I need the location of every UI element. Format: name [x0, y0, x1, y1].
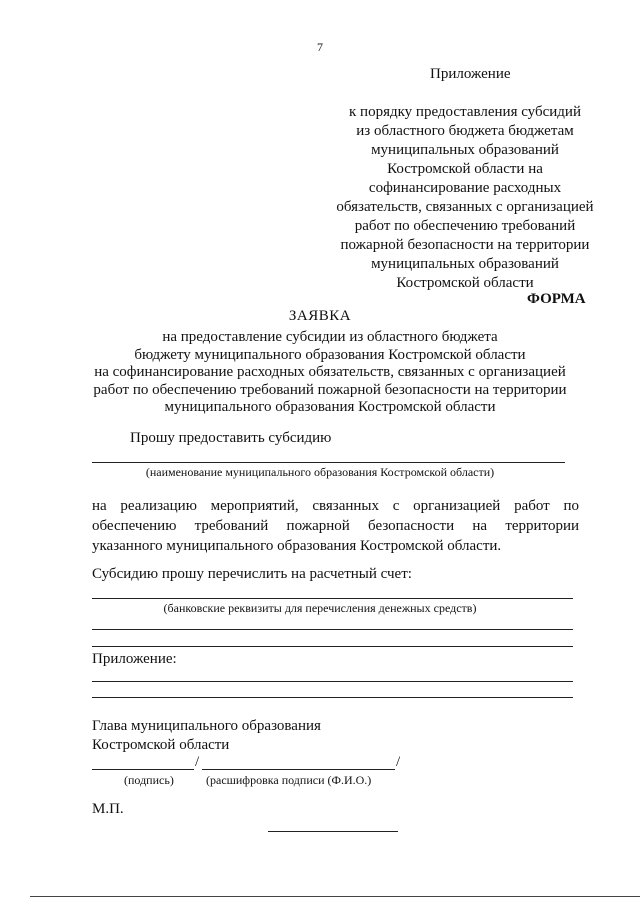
page-number: 7: [317, 40, 323, 54]
end-separator-line: [268, 831, 398, 832]
appendix-body: [330, 103, 600, 293]
appendix-line: софинансирование расходных: [368, 180, 562, 196]
signature-caption: (подпись): [124, 773, 174, 787]
bank-caption: (банковские реквизиты для перечисления денежных средств): [163, 601, 477, 615]
bank-field-line-2[interactable]: [92, 629, 573, 630]
appendix-line: работ по обеспечению требований: [354, 218, 576, 234]
attachment-label: Приложение:: [92, 651, 177, 667]
name-caption: (расшифровка подписи (Ф.И.О.): [206, 773, 372, 787]
appendix-line: муниципальных образований: [371, 142, 559, 158]
name-field-line[interactable]: [202, 769, 395, 770]
appendix-line: обязательств, связанных с организацией: [336, 199, 594, 215]
municipality-field-line[interactable]: [92, 462, 565, 463]
purpose-paragraph: [92, 496, 579, 556]
stamp-placeholder: М.П.: [92, 801, 124, 817]
purpose-line: обеспечению требований пожарной безопасности на территории: [92, 518, 579, 534]
appendix-title: Приложение: [430, 66, 511, 82]
appendix-line: Костромской области на: [387, 161, 543, 177]
bank-field-line-3[interactable]: [92, 646, 573, 647]
bank-field-line[interactable]: [92, 598, 573, 599]
signature-slash-right: /: [396, 754, 401, 770]
request-text: Прошу предоставить субсидию: [130, 430, 332, 446]
appendix-line: к порядку предоставления субсидий: [349, 104, 581, 120]
application-subtitle: [60, 329, 600, 417]
appendix-line: из областного бюджета бюджетам: [356, 123, 574, 139]
attachment-field-line-2[interactable]: [92, 697, 573, 698]
subtitle-line: бюджету муниципального образования Костромской области: [134, 346, 526, 363]
appendix-line: пожарной безопасности на территории: [340, 237, 590, 253]
account-text: Субсидию прошу перечислить на расчетный счет:: [92, 566, 412, 582]
attachment-field-line[interactable]: [92, 681, 573, 682]
signature-slash-left: /: [195, 754, 200, 770]
subtitle-line: муниципального образования Костромской области: [164, 399, 496, 415]
signature-field-line[interactable]: [92, 769, 194, 770]
form-label: ФОРМА: [527, 291, 586, 307]
purpose-line: указанного муниципального образования Костромской области.: [92, 538, 502, 554]
subtitle-line: на предоставление субсидии из областного бюджета: [162, 329, 498, 345]
bottom-edge-line: [30, 896, 640, 897]
purpose-line: на реализацию мероприятий, связанных с организацией работ по: [92, 498, 579, 514]
signatory-line-1: Глава муниципального образования: [92, 718, 321, 734]
appendix-line: Костромской области: [396, 275, 534, 291]
subtitle-line: работ по обеспечению требований пожарной безопасности на территории: [93, 381, 567, 398]
appendix-line: муниципальных образований: [371, 256, 559, 272]
application-title: ЗАЯВКА: [288, 308, 352, 324]
municipality-caption: (наименование муниципального образования Костромской области): [145, 465, 495, 479]
subtitle-line: на софинансирование расходных обязательств, связанных с организацией: [94, 364, 566, 380]
signatory-line-2: Костромской области: [92, 737, 230, 753]
